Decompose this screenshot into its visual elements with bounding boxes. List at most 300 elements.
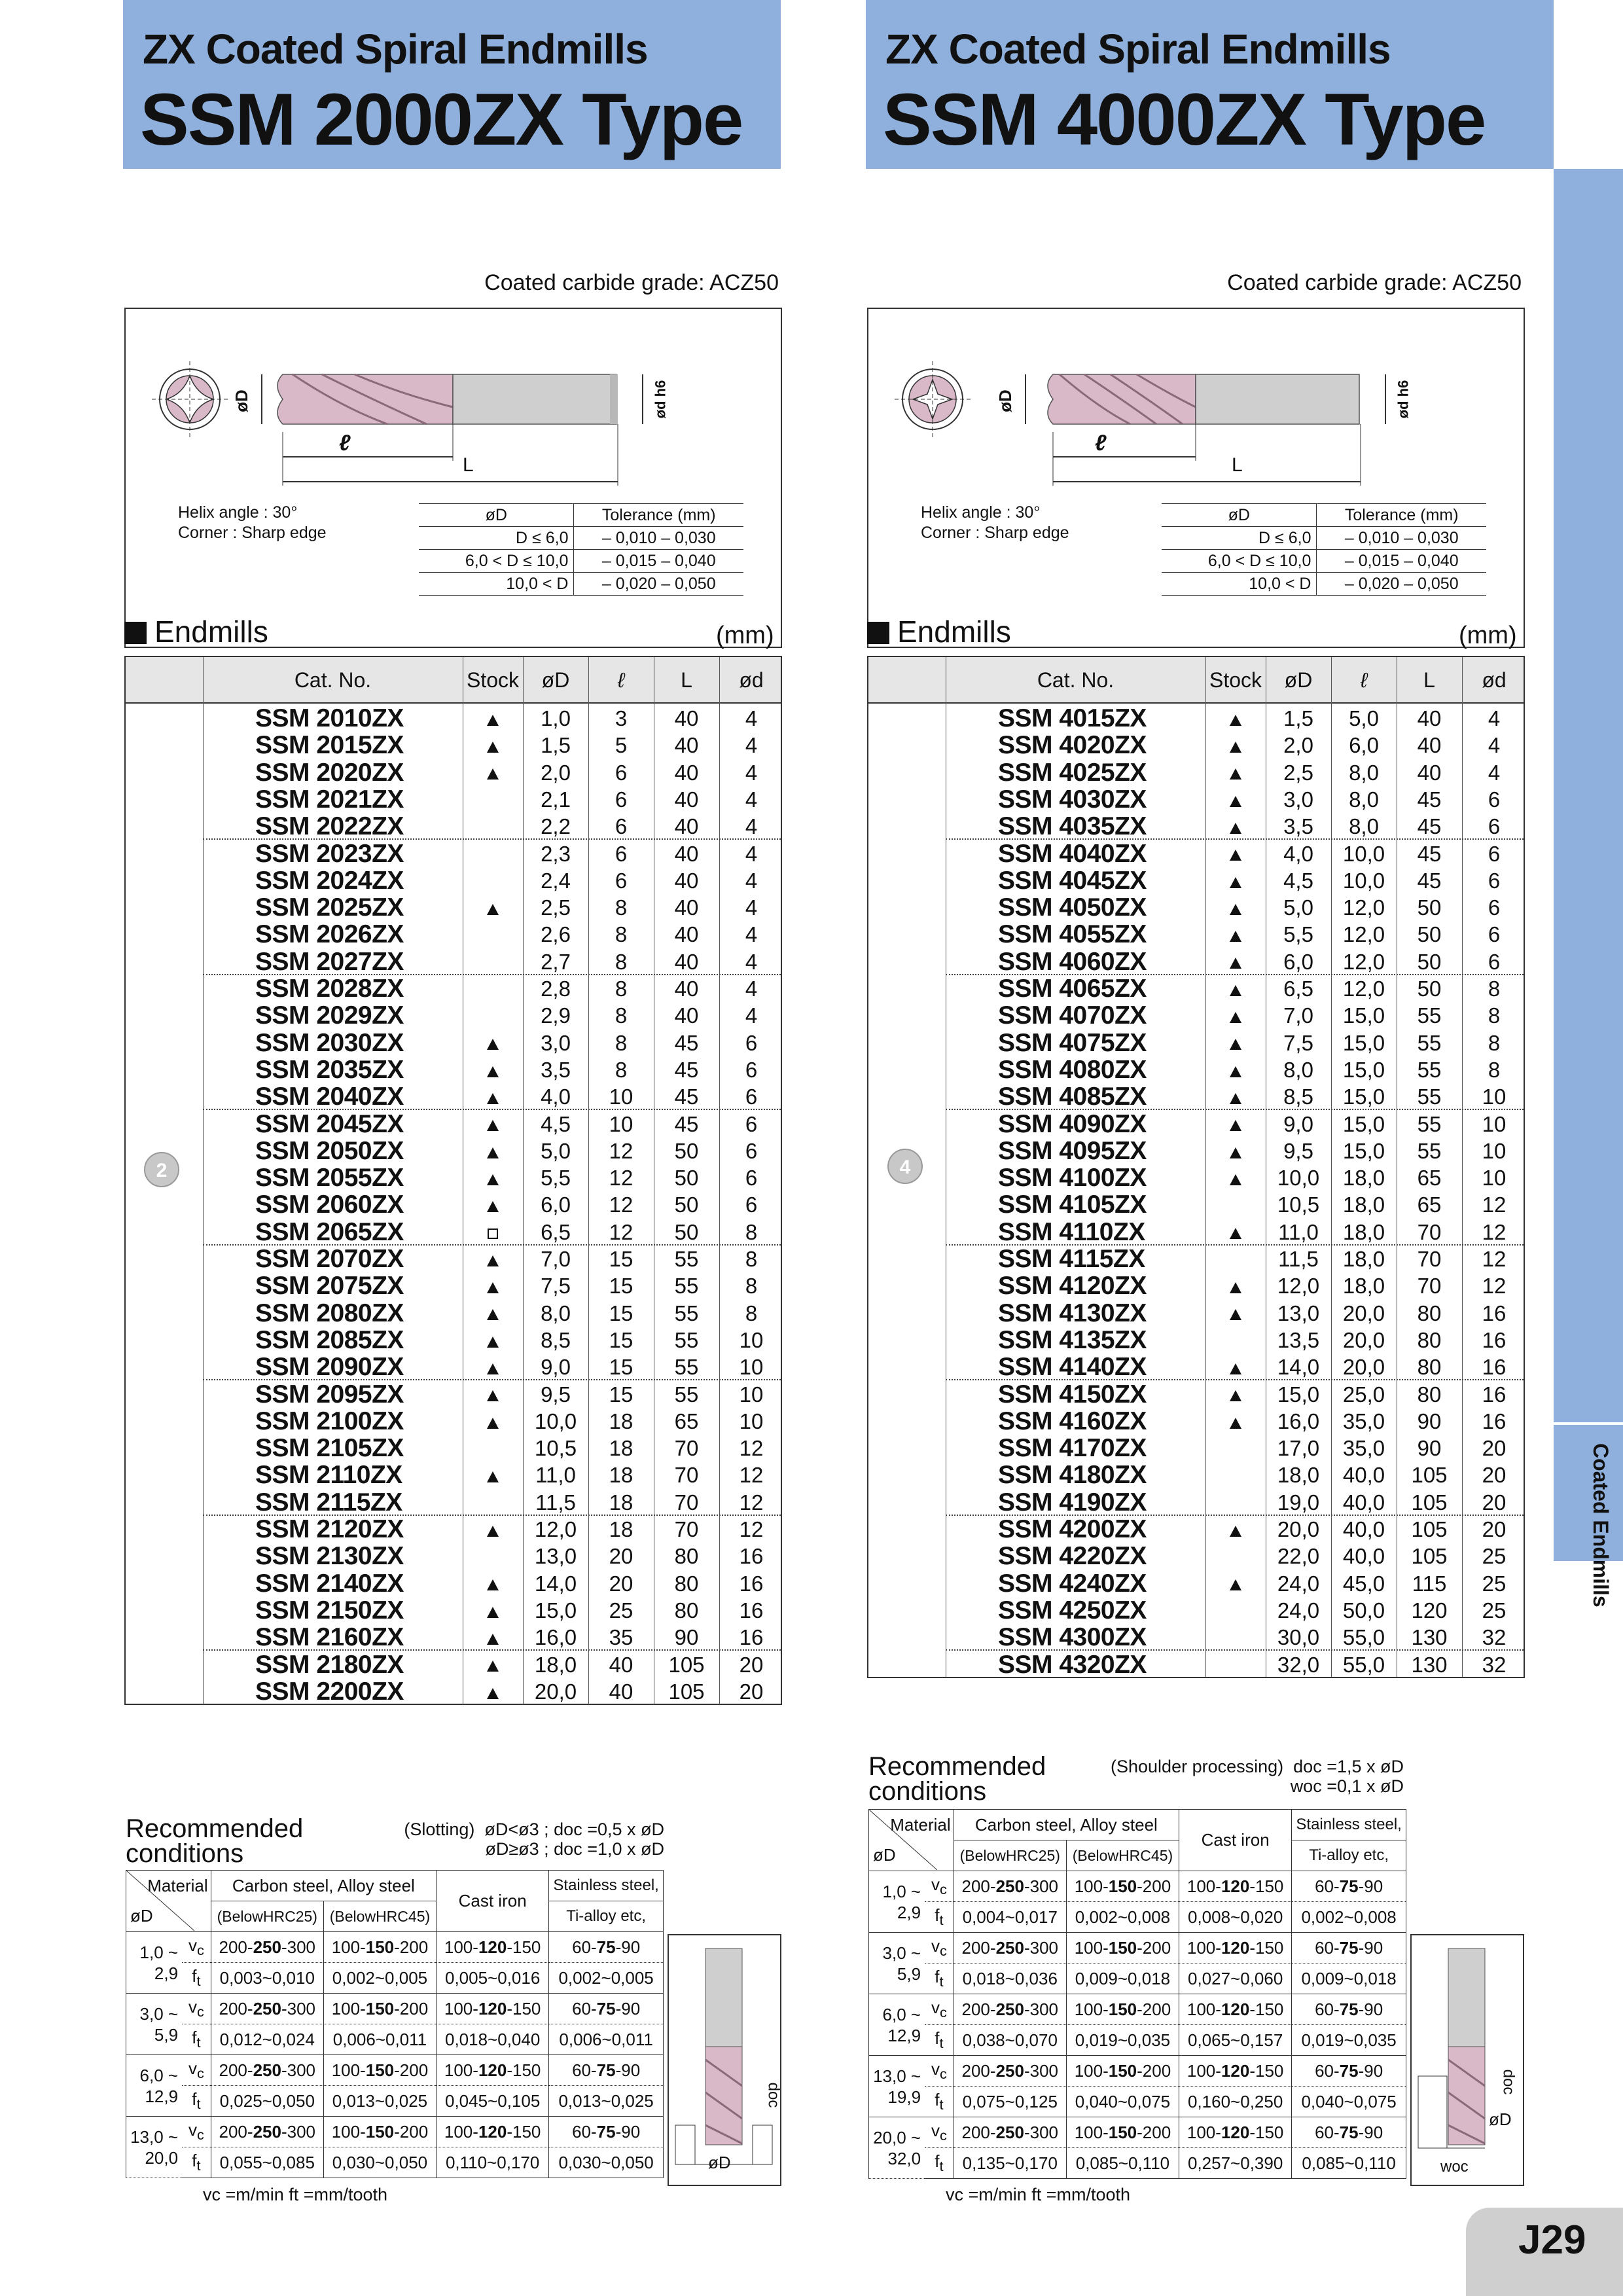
table-row [946,948,1524,975]
shank-diameter: 25 [1482,1598,1507,1623]
stock-triangle-icon [1230,1282,1241,1293]
flute-length: 25 [609,1598,633,1623]
flute-length: 8 [615,1030,628,1055]
shank-diameter: 20 [1482,1463,1507,1488]
shank-diameter: 16 [739,1625,764,1650]
overall-length: 105 [668,1652,705,1677]
shank-diameter: 32 [1482,1652,1507,1677]
cat-no: SSM 4320ZX [998,1650,1147,1679]
stock-mark [1205,1570,1266,1597]
stock-mark [463,1300,523,1327]
overall-length: 105 [1411,1463,1448,1488]
diameter: 8,5 [1283,1085,1313,1109]
overall-length: 55 [674,1355,699,1380]
table-row [203,867,781,894]
shank-diameter: 6 [1488,868,1501,893]
shank-diameter: 8 [1488,1057,1501,1082]
cat-no: SSM 2070ZX [255,1245,404,1273]
stock-mark [1205,948,1266,975]
overall-length: 40 [674,1003,699,1028]
cat-no: SSM 4045ZX [998,866,1147,895]
cat-no: SSM 2065ZX [255,1217,404,1246]
overall-length: 70 [1417,1274,1442,1299]
table-row [946,1164,1524,1191]
diameter: 22,0 [1277,1544,1320,1569]
cat-no: SSM 4035ZX [998,812,1147,841]
stock-mark [1205,1516,1266,1543]
rec-units: vc =m/min ft =mm/tooth [946,2185,1131,2204]
flute-length: 18 [609,1408,633,1433]
diameter: 7,5 [1283,1030,1313,1055]
table-row [946,1597,1524,1624]
shank-diameter: 16 [739,1571,764,1596]
header-L: L [681,668,692,692]
stock-triangle-icon [487,1282,499,1293]
stock-mark [1205,1219,1266,1246]
stock-mark [463,813,523,840]
dim-l-label: ℓ [1095,431,1107,456]
overall-length: 80 [1417,1300,1442,1325]
stock-triangle-icon [1230,1363,1241,1374]
rec-figure: øD doc woc [1410,1934,1524,2186]
table-row [946,813,1524,840]
table-row [946,1111,1524,1138]
material-od-cell: Material øD [869,1810,954,1871]
overall-length: 90 [674,1625,699,1650]
overall-length: 40 [1417,706,1442,730]
table-row [203,1272,781,1299]
shank-diameter: 4 [1488,706,1501,730]
overall-length: 40 [674,760,699,785]
dim-L-label: L [463,454,474,476]
diameter: 3,5 [541,1057,571,1082]
shank-diameter: 6 [745,1138,758,1163]
table-row [203,894,781,921]
diameter: 32,0 [1277,1652,1320,1677]
shank-diameter: 10 [1482,1085,1507,1109]
diameter: 15,0 [534,1598,577,1623]
flute-length: 35,0 [1342,1408,1385,1433]
diameter: 18,0 [534,1652,577,1677]
flute-length: 45,0 [1342,1571,1385,1596]
overall-length: 50 [1417,977,1442,1001]
stock-mark [1205,1543,1266,1570]
table-header [868,657,1524,704]
stock-triangle-icon [487,1526,499,1537]
stock-mark [1205,1651,1266,1678]
stock-triangle-icon [1230,1147,1241,1158]
cat-no: SSM 2055ZX [255,1164,404,1193]
table-row [946,1435,1524,1462]
stock-triangle-icon [1230,1174,1241,1185]
helix-info: Helix angle : 30° Corner : Sharp edge [921,503,1069,542]
stock-triangle-icon [487,1390,499,1401]
shank-diameter: 6 [745,1085,758,1109]
stock-mark [1205,1381,1266,1408]
overall-length: 45 [674,1085,699,1109]
rec-row: 1,0 ~ 2,9 $v_c$ 200-250-300 100-150-200 100-120-150 60-75-90 [869,1871,1406,1902]
header-title: SSM 4000ZX Type [883,79,1486,160]
diameter: 8,0 [1283,1057,1313,1082]
tool-diagram-box [867,308,1525,648]
overall-length: 70 [1417,1219,1442,1244]
stock-triangle-icon [487,1660,499,1672]
flute-length: 12 [609,1193,633,1217]
stock-triangle-icon [487,742,499,753]
shank-diameter: 4 [745,1003,758,1028]
flute-length: 15 [609,1327,633,1352]
shank-diameter: 6 [1488,814,1501,839]
shank-diameter: 6 [745,1193,758,1217]
flute-length: 12 [609,1166,633,1191]
stock-triangle-icon [1230,823,1241,834]
dim-l-label: ℓ [339,431,351,456]
stock-triangle-icon [487,1418,499,1429]
stock-mark [463,975,523,1002]
stock-mark [1205,1002,1266,1029]
cat-no: SSM 2115ZX [255,1488,402,1516]
stock-mark [463,921,523,948]
cat-no: SSM 4120ZX [998,1272,1147,1300]
table-row [946,1056,1524,1083]
stock-triangle-icon [487,768,499,780]
flute-length: 10,0 [1342,868,1385,893]
stock-mark [463,1624,523,1651]
diameter: 6,0 [541,1193,571,1217]
diameter: 2,0 [541,760,571,785]
cat-no: SSM 4160ZX [998,1407,1147,1435]
header-cat-no: Cat. No. [294,668,372,692]
table-row [203,975,781,1002]
table-row [946,1570,1524,1597]
overall-length: 80 [674,1571,699,1596]
table-row [203,1651,781,1678]
stock-mark [1205,1246,1266,1272]
shank-diameter: 10 [739,1382,764,1407]
page-number: J29 [1466,2208,1623,2296]
cat-no: SSM 2105ZX [255,1434,404,1463]
cat-no: SSM 2160ZX [255,1623,404,1652]
table-row [946,1272,1524,1299]
overall-length: 40 [674,814,699,839]
diameter: 10,5 [534,1436,577,1461]
table-row [946,1462,1524,1488]
overall-length: 55 [1417,1057,1442,1082]
diameter: 24,0 [1277,1571,1320,1596]
table-row [203,1462,781,1488]
table-row [203,705,781,732]
cat-no: SSM 4135ZX [998,1325,1147,1354]
overall-length: 40 [674,922,699,947]
diameter: 13,0 [534,1544,577,1569]
stock-triangle-icon [1230,1309,1241,1320]
flute-length: 15 [609,1382,633,1407]
stock-mark [1205,975,1266,1002]
cat-no: SSM 4075ZX [998,1028,1147,1057]
flute-length: 15 [609,1355,633,1380]
cat-no: SSM 4025ZX [998,758,1147,787]
stock-mark [1205,1191,1266,1218]
cat-no: SSM 2040ZX [255,1083,404,1111]
stock-mark [463,1272,523,1299]
diameter: 2,8 [541,977,571,1001]
shank-diameter: 6 [1488,787,1501,812]
shank-diameter: 4 [745,895,758,920]
flute-length: 40 [609,1652,633,1677]
overall-length: 80 [1417,1382,1442,1407]
diameter: 2,3 [541,841,571,866]
flute-length: 6 [615,814,628,839]
stock-triangle-icon [487,1120,499,1131]
diameter: 2,5 [541,895,571,920]
stock-mark [463,1570,523,1597]
stock-mark [1205,1111,1266,1138]
endmill-drawing [126,309,780,505]
diameter: 10,0 [534,1408,577,1433]
stock-triangle-icon [487,715,499,726]
side-tab-coated-endmills[interactable]: Coated Endmills [1554,1422,1623,1561]
overall-length: 50 [674,1193,699,1217]
diameter: 5,0 [541,1138,571,1163]
shank-diameter: 10 [739,1327,764,1352]
stock-mark [463,840,523,867]
flute-length: 12,0 [1342,895,1385,920]
cat-no: SSM 4300ZX [998,1623,1147,1652]
stock-mark [463,1246,523,1272]
cat-no: SSM 2015ZX [255,731,404,760]
diameter: 4,0 [541,1085,571,1109]
table-row [203,1246,781,1272]
overall-length: 40 [674,733,699,758]
diameter: 7,5 [541,1274,571,1299]
shank-diameter: 16 [1482,1327,1507,1352]
flute-length: 20,0 [1342,1355,1385,1380]
diameter: 14,0 [1277,1355,1320,1380]
shank-diameter: 8 [745,1300,758,1325]
stock-triangle-icon [1230,742,1241,753]
flute-length: 6 [615,787,628,812]
flute-length: 6,0 [1349,733,1379,758]
flute-length: 15,0 [1342,1003,1385,1028]
cross-section-icon [152,361,228,437]
header-shank-d: ød [1482,668,1507,692]
stock-triangle-icon [1230,931,1241,942]
shank-diameter: 4 [1488,733,1501,758]
tool-diagram-box [124,308,782,648]
stock-mark [1205,1138,1266,1164]
stock-mark [463,1597,523,1624]
stock-triangle-icon [487,1039,499,1050]
stock-triangle-icon [487,1471,499,1482]
flute-length: 55,0 [1342,1652,1385,1677]
shank-diameter: 20 [739,1679,764,1704]
stock-triangle-icon [487,1688,499,1699]
cat-no: SSM 2080ZX [255,1299,404,1327]
stock-square-icon [488,1229,498,1239]
shank-diameter: 6 [745,1111,758,1136]
cat-no: SSM 4105ZX [998,1191,1147,1219]
shank-diameter: 16 [1482,1355,1507,1380]
flute-length: 20 [609,1544,633,1569]
cat-no: SSM 4020ZX [998,731,1147,760]
table-row [203,1597,781,1624]
stock-triangle-icon [1230,768,1241,780]
table-row [203,1056,781,1083]
shank-diameter: 8 [745,1219,758,1244]
dim-L-label: L [1232,454,1243,476]
stock-mark [1205,894,1266,921]
cast-iron-header: Cast iron [437,1871,549,1932]
flute-count-icon: 2 [144,1152,179,1187]
header-stock: Stock [466,668,520,692]
table-row [203,786,781,813]
rec-units: vc =m/min ft =mm/tooth [203,2185,388,2204]
overall-length: 45 [1417,814,1442,839]
overall-length: 80 [674,1598,699,1623]
cat-no: SSM 2050ZX [255,1136,404,1165]
cat-no: SSM 2022ZX [255,812,404,841]
cat-no: SSM 4080ZX [998,1055,1147,1084]
cat-no: SSM 4190ZX [998,1488,1147,1516]
section-title: Endmills [124,614,268,649]
cat-no: SSM 4090ZX [998,1109,1147,1138]
stock-triangle-icon [487,1255,499,1266]
table-row [946,1300,1524,1327]
shank-diameter: 25 [1482,1544,1507,1569]
rec-table: Material øD Carbon steel, Alloy steel Cast iron Stainless steel, (BelowHRC25) (BelowHRC45) Ti-alloy etc, 1,0 ~ 2,9 $v_c$ 200-250-300 100-150-200 100-120-150 60-75-90 $f_t$ 0,003~0,010 0,002~0,005 0,005~0,016 0,002~0,005 3,0 ~ 5,9 $v_c$ 200-250-300 100-150-200 100-120-150 60-75-90 $f_t$ 0,012~0,024 0,006~0,011 0,018~0,040 0,006~0,011 6,0 ~ 12,9 $v_c$ 200-250-300 100-150-200 100-120-150 60-75-90 $f_t$ 0,025~0,050 0,013~0,025 0,045~0,105 0,013~0,025 13,0 ~ 20,0 $v_c$ 200-250-300 100-150-200 100-120-150 60-75-90 $f_t$ 0,055~0,085 0,030~0,050 0,110~0,170 0,030~0,050 [126,1870,664,2178]
table-row [946,705,1524,732]
cat-no: SSM 2140ZX [255,1569,404,1598]
table-row [946,1489,1524,1516]
cat-no: SSM 4220ZX [998,1542,1147,1571]
flute-length: 20 [609,1571,633,1596]
table-row [946,1354,1524,1380]
table-row [946,732,1524,759]
stock-mark [463,759,523,786]
overall-length: 40 [674,977,699,1001]
flute-length: 10,0 [1342,841,1385,866]
shank-diameter: 4 [745,949,758,974]
flute-length: 15 [609,1274,633,1299]
rec-figure: øD doc [668,1934,781,2186]
cat-no: SSM 4040ZX [998,839,1147,868]
stock-mark [463,705,523,732]
cat-no: SSM 2010ZX [255,704,404,732]
cat-no: SSM 2028ZX [255,975,404,1003]
shank-diameter: 32 [1482,1625,1507,1650]
flute-length: 12,0 [1342,977,1385,1001]
cat-no: SSM 4200ZX [998,1515,1147,1543]
stock-mark [1205,732,1266,759]
diameter: 6,0 [1283,949,1313,974]
diameter: 13,5 [1277,1327,1320,1352]
stock-mark [463,1164,523,1191]
header-band-right-strip [1554,0,1623,169]
stock-triangle-icon [487,1363,499,1374]
cat-no: SSM 2090ZX [255,1353,404,1382]
table-row [203,921,781,948]
overall-length: 55 [674,1274,699,1299]
overall-length: 65 [674,1408,699,1433]
endmills-table [124,656,782,1705]
flute-length: 40,0 [1342,1490,1385,1515]
overall-length: 105 [668,1679,705,1704]
flute-length: 8,0 [1349,787,1379,812]
table-row [946,867,1524,894]
overall-length: 105 [1411,1544,1448,1569]
flute-length: 6 [615,841,628,866]
shank-diameter: 20 [1482,1490,1507,1515]
overall-length: 45 [1417,787,1442,812]
cat-no: SSM 2026ZX [255,920,404,949]
cat-no: SSM 4015ZX [998,704,1147,732]
shank-diameter: 12 [1482,1193,1507,1217]
diameter: 17,0 [1277,1436,1320,1461]
shank-diameter: 4 [745,760,758,785]
overall-length: 80 [1417,1327,1442,1352]
shank-diameter: 12 [739,1463,764,1488]
flute-length: 18 [609,1517,633,1541]
side-band [1554,169,1623,1422]
table-row [946,1083,1524,1110]
stock-triangle-icon [487,1336,499,1348]
overall-length: 55 [1417,1085,1442,1109]
diameter: 10,5 [1277,1193,1320,1217]
cat-no: SSM 2025ZX [255,893,404,922]
flute-length: 8 [615,1003,628,1028]
flute-length: 35,0 [1342,1436,1385,1461]
flute-length: 40 [609,1679,633,1704]
shank-diameter: 4 [745,706,758,730]
dim-dh6-label: ød h6 [1395,380,1412,419]
flute-length: 18 [609,1463,633,1488]
table-row [203,1002,781,1029]
overall-length: 55 [674,1247,699,1271]
table-row [946,921,1524,948]
table-row [203,1381,781,1408]
shank-diameter: 6 [745,1057,758,1082]
shank-diameter: 6 [1488,949,1501,974]
unit-label: (mm) [1459,622,1517,649]
grade-label: Coated carbide grade: ACZ50 [1227,270,1522,295]
stock-triangle-icon [1230,1418,1241,1429]
header-shank-d: ød [739,668,764,692]
flute-length: 40,0 [1342,1463,1385,1488]
stock-mark [1205,1354,1266,1380]
flute-length: 20,0 [1342,1300,1385,1325]
overall-length: 120 [1411,1598,1448,1623]
overall-length: 65 [1417,1193,1442,1217]
stock-triangle-icon [1230,985,1241,996]
diameter: 5,5 [541,1166,571,1191]
header-l: ℓ [1360,668,1368,692]
stock-mark [1205,1300,1266,1327]
diameter: 11,5 [535,1490,576,1515]
rec-row: 6,0 ~ 12,9 $v_c$ 200-250-300 100-150-200 100-120-150 60-75-90 [869,1994,1406,2025]
diameter: 5,0 [1283,895,1313,920]
flute-length: 3 [615,706,628,730]
stock-mark [463,1651,523,1678]
diameter: 1,0 [541,706,571,730]
stock-triangle-icon [1230,1093,1241,1104]
overall-length: 130 [1411,1625,1448,1650]
stock-triangle-icon [1230,1390,1241,1401]
shank-diameter: 12 [739,1517,764,1541]
diameter: 11,0 [1278,1219,1319,1244]
stock-mark [1205,759,1266,786]
table-row [203,1300,781,1327]
diameter: 3,0 [1283,787,1313,812]
